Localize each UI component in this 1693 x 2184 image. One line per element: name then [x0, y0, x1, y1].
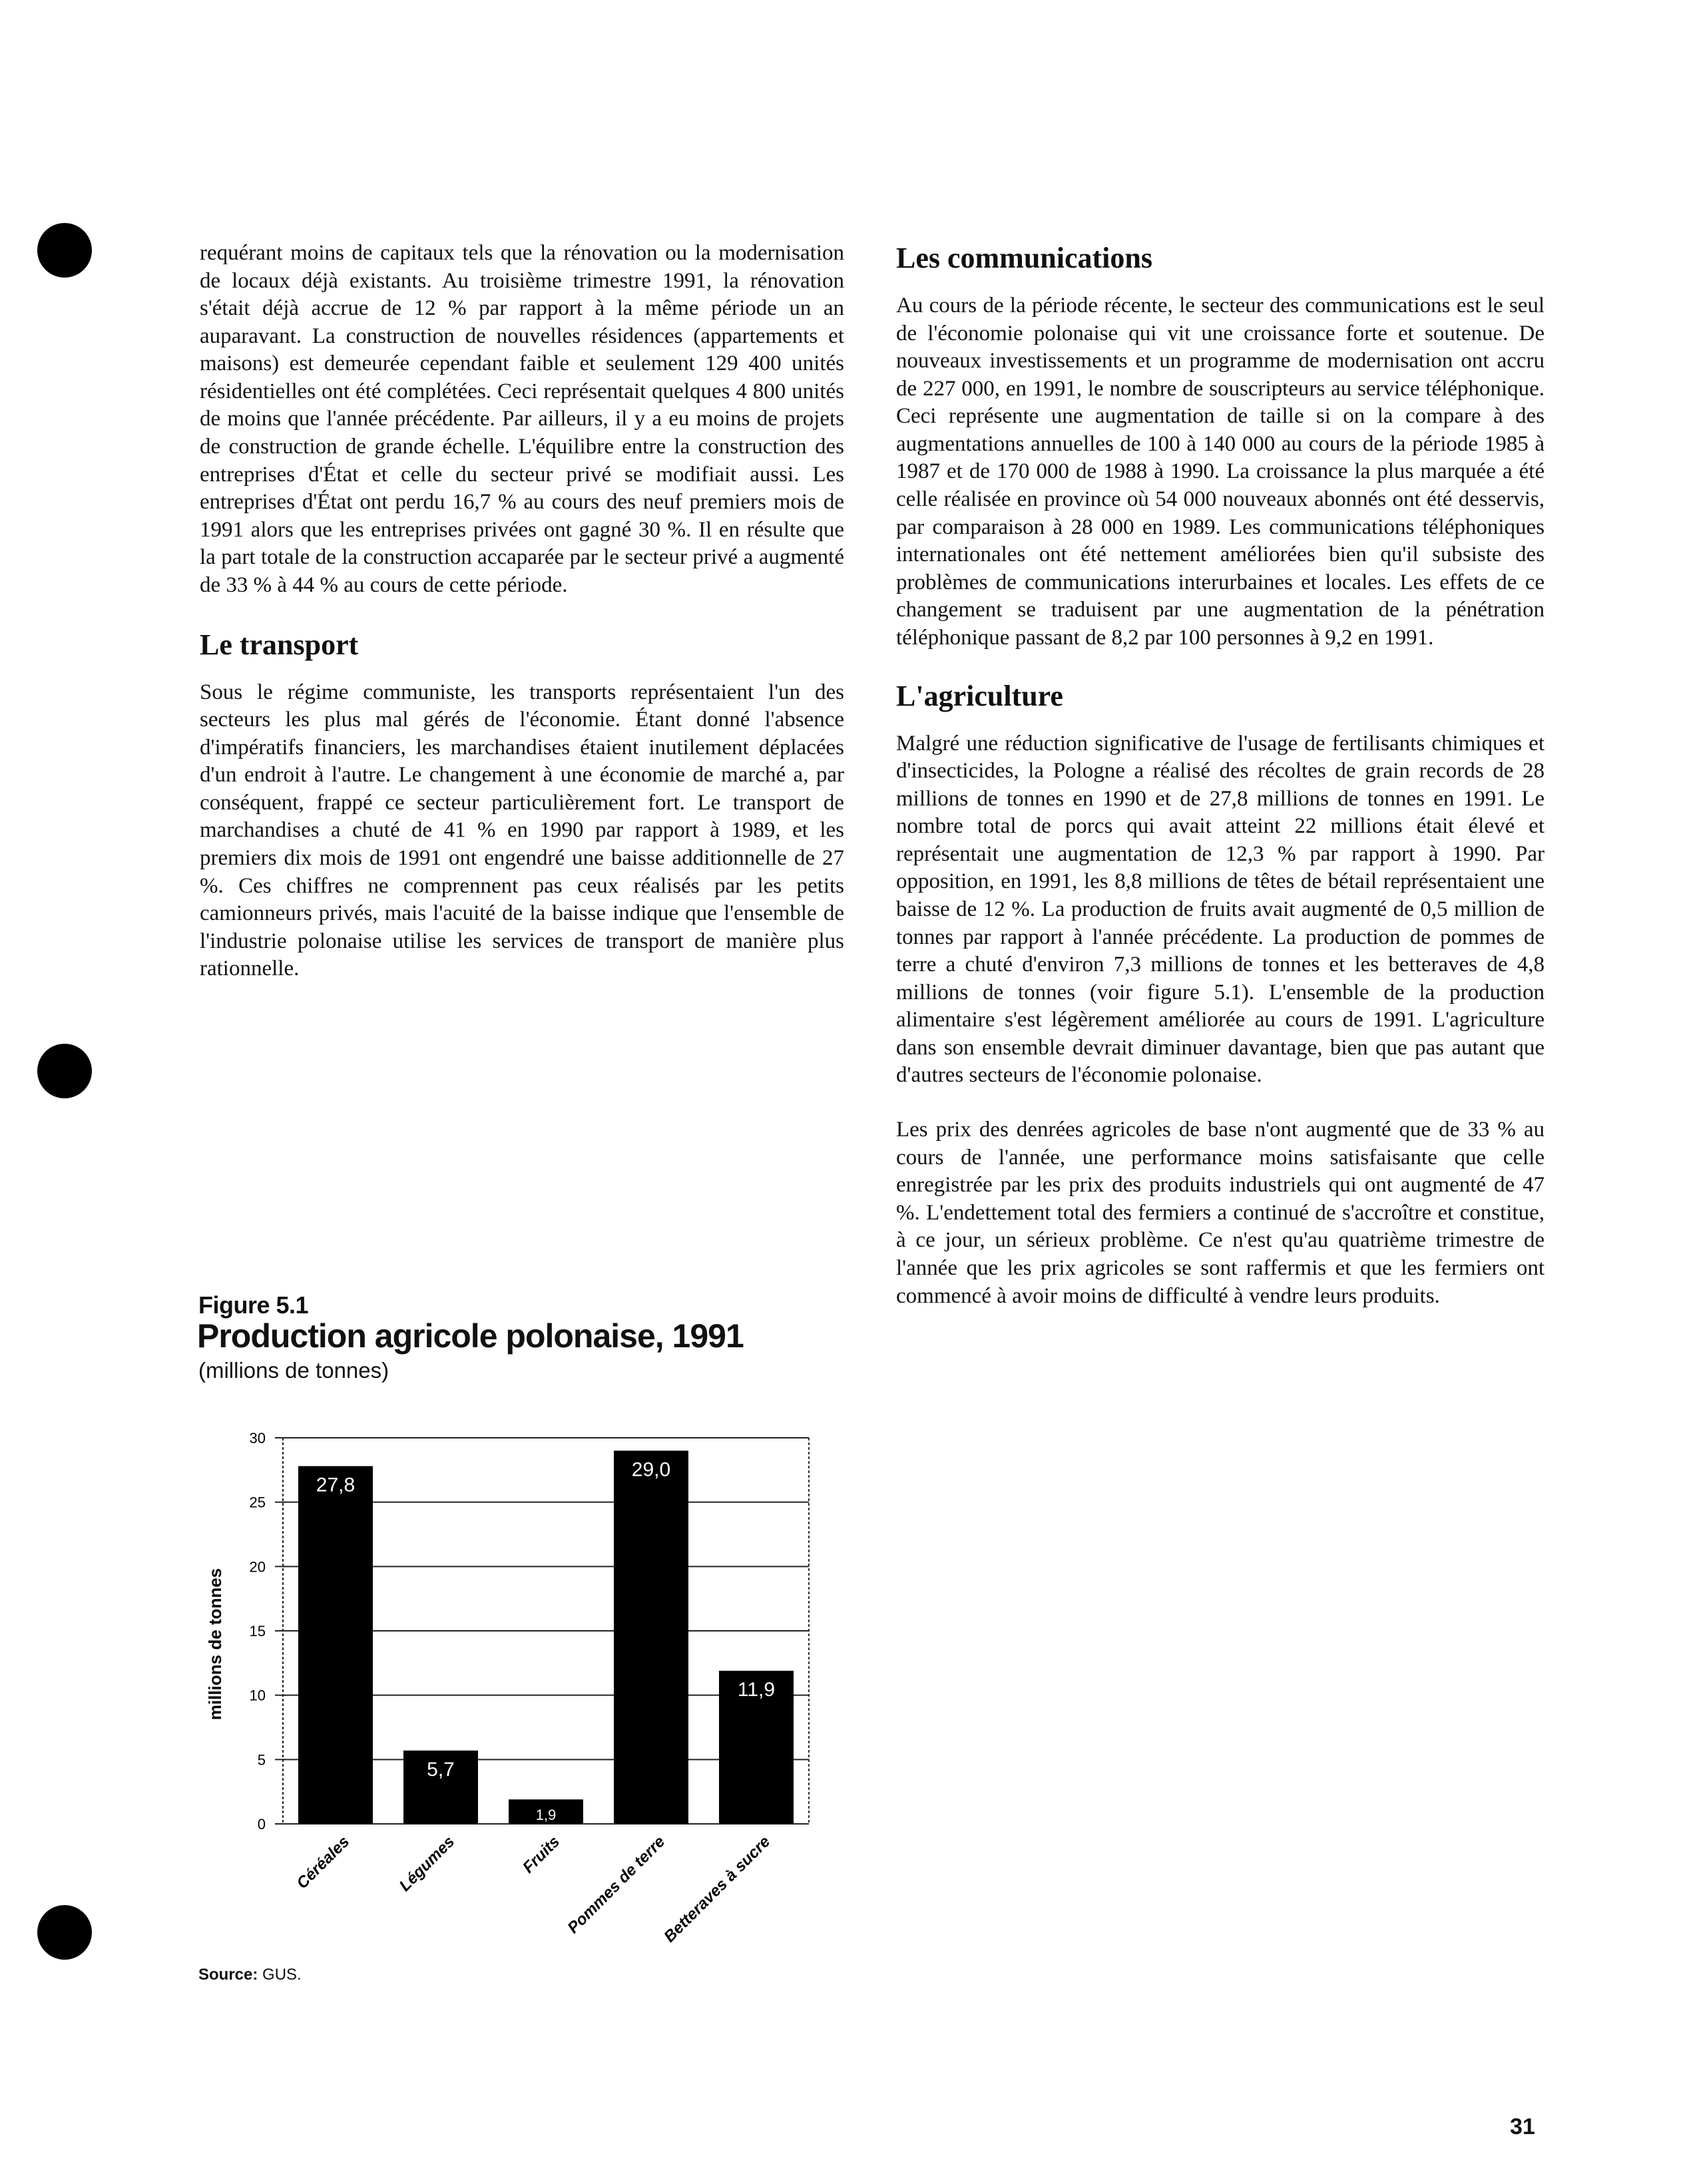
chart-x-labels [293, 1833, 774, 1946]
bar-0 [298, 1466, 373, 1824]
agriculture-paragraph-2: Les prix des denrées agricoles de base n'ont augmenté que de 33 % au cours de l'année, une performance moins satisfaisante que celle enregistrée par les prix des produits industriels qui ont augmenté de 47 %. L'endettement total des fermiers a continué de s'accroître et constitue, à ce jour, un sérieux problème. Ce n'est qu'au quatrième trimestre de l'année que les prix agricoles se sont raffermis et que les fermiers ont commencé à avoir moins de difficulté à vendre leurs produits. [896, 1118, 1545, 1308]
agriculture-heading: L'agriculture [896, 679, 1063, 712]
figure-label: Figure 5.1 [198, 1291, 309, 1319]
y-tick-label: 30 [249, 1430, 266, 1446]
x-category-label: Pommes de terre [564, 1833, 669, 1937]
figure-source [198, 1966, 302, 1984]
figure-title: Production agricole polonaise, 1991 [197, 1317, 744, 1355]
binder-hole-bottom [37, 1905, 92, 1960]
y-tick-label: 20 [249, 1558, 266, 1576]
bar-value-label: 29,0 [631, 1458, 671, 1481]
x-category-label: Betteraves à sucre [660, 1833, 774, 1946]
bar-value-label: 11,9 [737, 1678, 776, 1701]
right-column [896, 241, 1545, 1310]
binder-hole-top [37, 223, 92, 278]
agriculture-bar-chart [193, 1418, 832, 1950]
communications-paragraph: Au cours de la période récente, le secteur des communications est le seul de l'économie polonaise qui vit une croissance forte et soutenue. De nouveaux investissements et un programme de modernisation ont accru de 227 000, en 1991, le nombre de souscripteurs au service téléphonique. Ceci représente une augmentation de taille si on la compare à des augmentations annuelles de 100 à 140 000 au cours de la période 1985 à 1987 et de 170 000 de 1988 à 1990. La croissance la plus marquée a été celle réalisée en province où 54 000 nouveaux abonnés ont été desservis, par comparaison à 28 000 en 1989. Les communications téléphoniques internationales ont été nettement améliorées bien qu'il subsiste des problèmes de communications interurbaines et locales. Les effets de ce changement se traduisent par une augmentation de la pénétration téléphonique passant de 8,2 par 100 personnes à 9,2 en 1991. [896, 294, 1545, 650]
x-category-label: Fruits [519, 1833, 564, 1877]
x-category-label: Céréales [293, 1833, 354, 1893]
y-tick-label: 25 [249, 1494, 266, 1511]
communications-heading: Les communications [896, 242, 1152, 274]
page-number: 31 [1510, 2114, 1535, 2139]
agriculture-paragraph-1: Malgré une réduction significative de l'usage de fertilisants chimiques et d'insecticides, la Pologne a réalisé des récoltes de grain records de 28 millions de tonnes en 1990 et de 27,8 millions de tonnes en 1991. Le nombre total de porcs qui avait atteint 22 millions était élevé et représentait une augmentation de 12,3 % par rapport à 1990. Par opposition, en 1991, les 8,8 millions de têtes de bétail représentaient une baisse de 12 %. La production de fruits avait augmenté de 0,5 million de tonnes par rapport à l'année précédente. La production de pommes de terre a chuté d'environ 7,3 millions de tonnes et les betteraves de 4,8 millions de tonnes (voir figure 5.1). L'ensemble de la production alimentaire s'est légèrement améliorée au cours de 1991. L'agriculture dans son ensemble devrait diminuer davantage, bien que pas autant que d'autres secteurs de l'économie polonaise. [896, 731, 1545, 1088]
y-tick-label: 10 [249, 1687, 266, 1704]
bar-value-label: 5,7 [427, 1758, 455, 1781]
y-tick-label: 5 [257, 1751, 266, 1769]
y-tick-label: 15 [249, 1623, 266, 1639]
figure-subtitle: (millions de tonnes) [198, 1358, 389, 1383]
left-column [200, 240, 844, 983]
source-text: GUS. [258, 1966, 302, 1984]
binder-hole-middle [37, 1044, 92, 1098]
chart-bars [298, 1450, 794, 1824]
construction-paragraph: requérant moins de capitaux tels que la rénovation ou la modernisation de locaux déjà existants. Au troisième trimestre 1991, la rénovation s'était déjà accrue de 12 % par rapport à la même période un an auparavant. La construction de nouvelles résidences (appartements et maisons) est demeurée cependant faible et seulement 129 400 unités résidentielles ont été complétées. Ceci représentait quelques 4 800 unités de moins que l'année précédente. Par ailleurs, il y a eu moins de projets de construction de grande échelle. L'équilibre entre la construction des entreprises d'État et celle du secteur privé se modifiait aussi. Les entreprises d'État ont perdu 16,7 % au cours des neuf premiers mois de 1991 alors que les entreprises privées ont gagné 30 %. Il en résulte que la part totale de la construction accaparée par le secteur privé a augmenté de 33 % à 44 % au cours de cette période. [200, 241, 844, 597]
bar-3 [614, 1450, 688, 1824]
transport-paragraph: Sous le régime communiste, les transports représentaient l'un des secteurs les plus mal gérés de l'économie. Étant donné l'absence d'impératifs financiers, les marchandises étaient inutilement déplacées d'un endroit à l'autre. Le changement à une économie de marché a, par conséquent, frappé ce secteur particulièrement fort. Le transport de marchandises a chuté de 41 % en 1990 par rapport à 1989, et les premiers dix mois de 1991 ont engendré une baisse additionnelle de 27 %. Ces chiffres ne comprennent pas ceux réalisés par les petits camionneurs privés, mais l'acuité de la baisse indique que l'ensemble de l'industrie polonaise utilise les services de transport de manière plus rationnelle. [200, 680, 844, 981]
transport-heading: Le transport [200, 628, 359, 661]
bar-value-label: 1,9 [535, 1807, 557, 1823]
x-category-label: Légumes [395, 1833, 459, 1895]
y-tick-label: 0 [257, 1816, 266, 1833]
y-axis-title: millions de tonnes [205, 1568, 225, 1721]
bar-value-label: 27,8 [316, 1474, 356, 1496]
source-label: Source: [198, 1966, 258, 1984]
